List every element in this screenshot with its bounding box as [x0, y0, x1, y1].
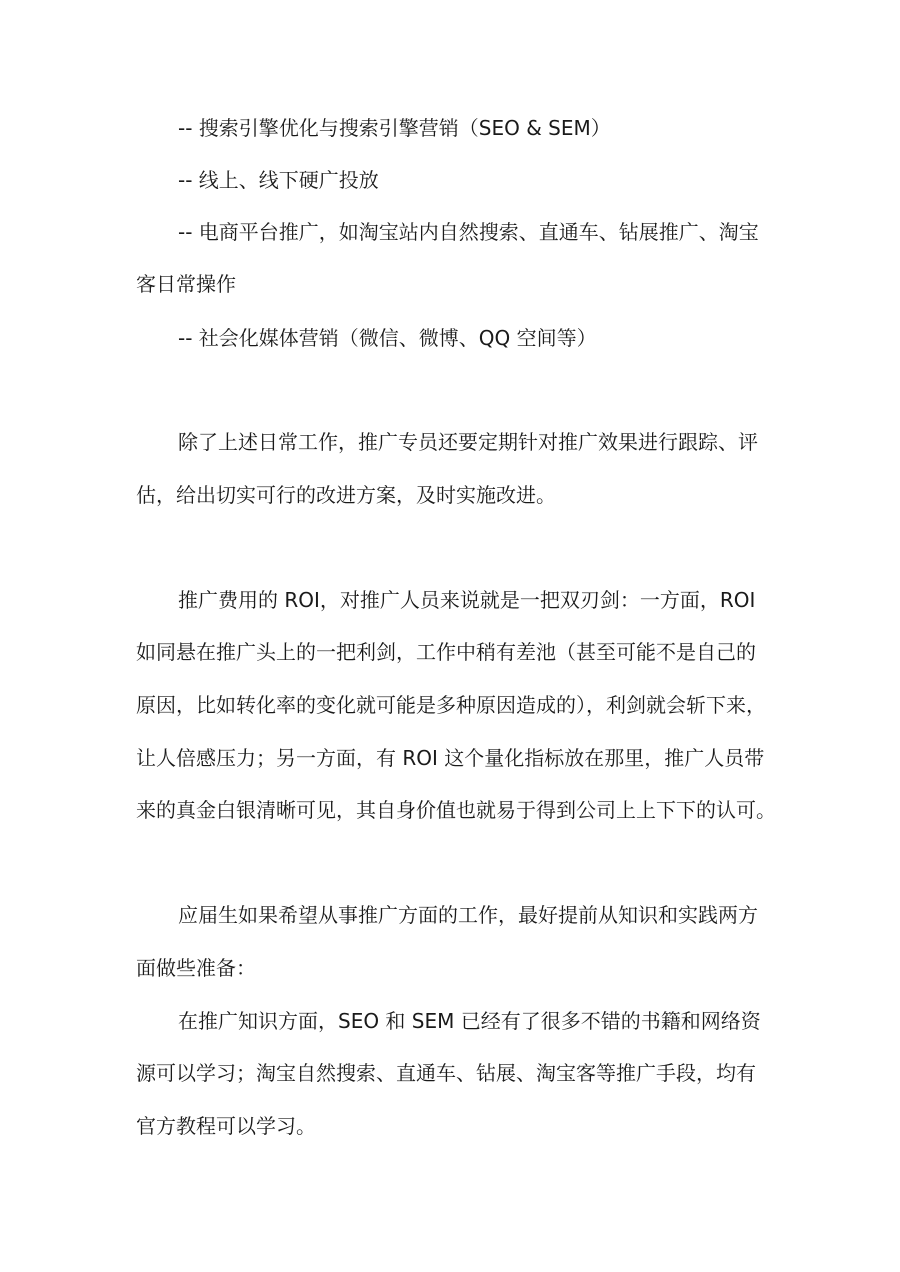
- paragraph-roi-line-3: 原因，比如转化率的变化就可能是多种原因造成的），利剑就会斩下来，: [136, 693, 766, 717]
- paragraph-roi-line-5: 来的真金白银清晰可见，其自身价值也就易于得到公司上上下下的认可。: [136, 798, 776, 822]
- list-item-social-media: -- 社会化媒体营销（微信、微博、QQ 空间等）: [178, 326, 597, 350]
- paragraph-knowledge-line-3: 官方教程可以学习。: [136, 1114, 316, 1138]
- list-item-ecommerce-continued: 客日常操作: [136, 272, 236, 296]
- list-item-seo-sem: -- 搜索引擎优化与搜索引擎营销（SEO & SEM）: [178, 116, 611, 140]
- paragraph-preparation-line-2: 面做些准备：: [136, 956, 256, 980]
- paragraph-roi-line-4: 让人倍感压力；另一方面，有 ROI 这个量化指标放在那里，推广人员带: [136, 746, 765, 770]
- paragraph-tracking-line-2: 估，给出切实可行的改进方案，及时实施改进。: [136, 483, 556, 507]
- list-item-ads: -- 线上、线下硬广投放: [178, 168, 379, 192]
- paragraph-tracking-line-1: 除了上述日常工作，推广专员还要定期针对推广效果进行跟踪、评: [178, 430, 758, 454]
- list-item-ecommerce: -- 电商平台推广，如淘宝站内自然搜索、直通车、钻展推广、淘宝: [178, 220, 759, 244]
- paragraph-knowledge-line-2: 源可以学习；淘宝自然搜索、直通车、钻展、淘宝客等推广手段，均有: [136, 1061, 756, 1085]
- paragraph-knowledge-line-1: 在推广知识方面，SEO 和 SEM 已经有了很多不错的书籍和网络资: [178, 1009, 761, 1033]
- paragraph-roi-line-2: 如同悬在推广头上的一把利剑，工作中稍有差池（甚至可能不是自己的: [136, 640, 756, 664]
- paragraph-roi-line-1: 推广费用的 ROI，对推广人员来说就是一把双刃剑：一方面，ROI: [178, 588, 756, 612]
- paragraph-preparation-line-1: 应届生如果希望从事推广方面的工作，最好提前从知识和实践两方: [178, 903, 758, 927]
